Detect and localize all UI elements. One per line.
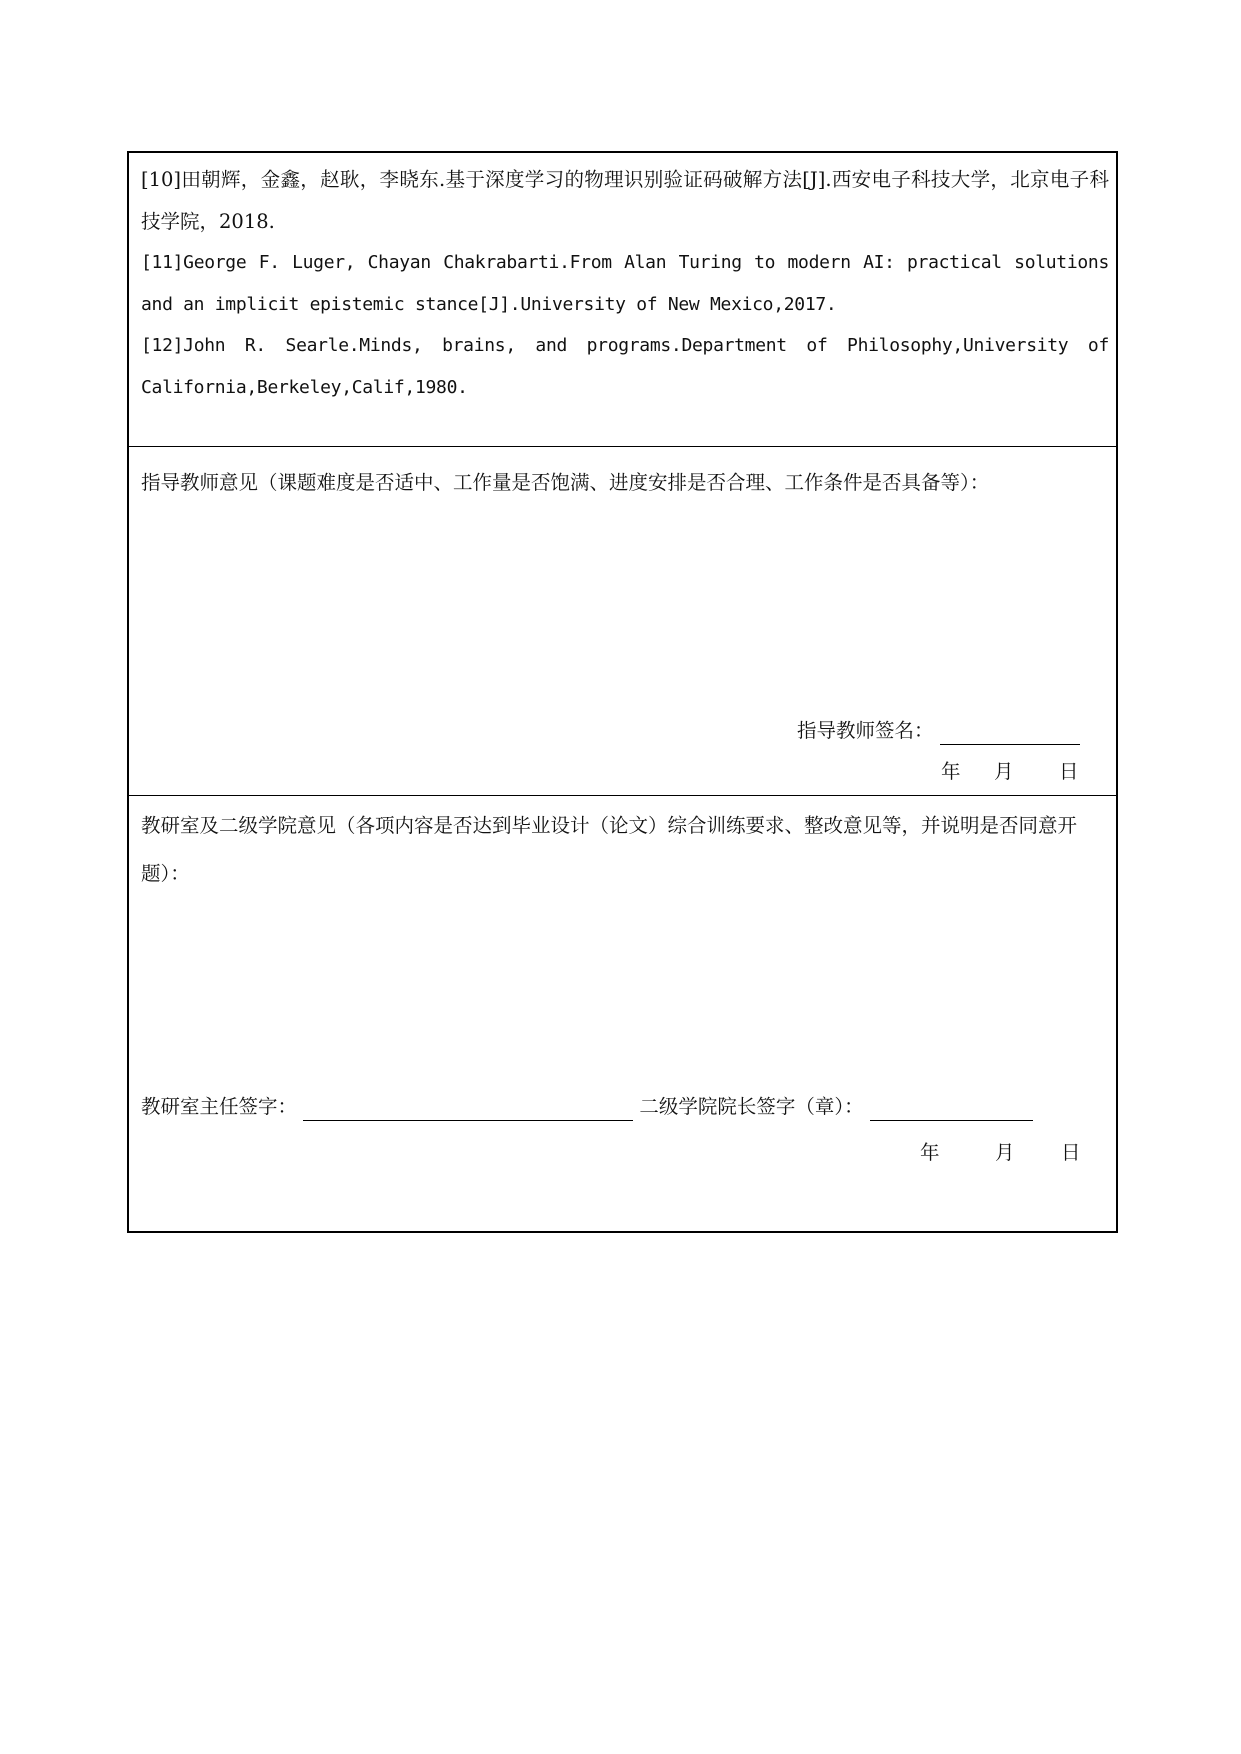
- director-signature-field[interactable]: [303, 1100, 633, 1121]
- department-date-row: [129, 1139, 1116, 1167]
- reference-item-11: [141, 242, 1109, 325]
- department-date-day: 日: [1061, 1141, 1081, 1164]
- advisor-date-day: 日: [1059, 760, 1079, 783]
- reference-text: John R. Searle.Minds, brains, and programs.Department of Philosophy,University of California,Berkeley,Calif,1980.: [141, 335, 1109, 398]
- department-date-month: 月: [995, 1141, 1015, 1164]
- department-opinion-section: [129, 796, 1116, 1231]
- department-opinion-prompt: 教研室及二级学院意见（各项内容是否达到毕业设计（论文）综合训练要求、整改意见等，并说明是否同意开题）：: [141, 814, 1078, 885]
- advisor-opinion-prompt: 指导教师意见（课题难度是否适中、工作量是否饱满、进度安排是否合理、工作条件是否具备等）：: [141, 471, 990, 494]
- reference-item-12: [141, 325, 1109, 408]
- director-signature-label: 教研室主任签字：: [141, 1095, 298, 1118]
- department-signature-row: [141, 1093, 1033, 1121]
- advisor-signature-field[interactable]: [940, 724, 1080, 745]
- advisor-date-row: [129, 758, 1116, 786]
- reference-number: [11]: [141, 252, 184, 273]
- dean-signature-label: 二级学院院长签字（章）：: [639, 1095, 864, 1118]
- advisor-opinion-section: [129, 447, 1116, 796]
- reference-number: [12]: [141, 335, 184, 356]
- reference-text: George F. Luger, Chayan Chakrabarti.From Alan Turing to modern AI: practical solutions and an implicit epistemic stance[J].University of New Mexico,2017.: [141, 252, 1109, 315]
- advisor-date-year: 年: [941, 760, 961, 783]
- advisor-date-month: 月: [994, 760, 1014, 783]
- department-date-year: 年: [920, 1141, 940, 1164]
- reference-item-10: [141, 159, 1109, 242]
- reference-text: 田朝辉，金鑫，赵耿，李晓东.基于深度学习的物理识别验证码破解方法[J].西安电子科技大学，北京电子科技学院，2018.: [141, 168, 1109, 233]
- proposal-review-form: [127, 151, 1118, 1233]
- advisor-signature-label: 指导教师签名：: [797, 719, 934, 742]
- reference-number: [10]: [141, 168, 182, 191]
- references-section: [129, 153, 1116, 447]
- advisor-signature-row: [797, 717, 1080, 745]
- dean-signature-field[interactable]: [870, 1100, 1033, 1121]
